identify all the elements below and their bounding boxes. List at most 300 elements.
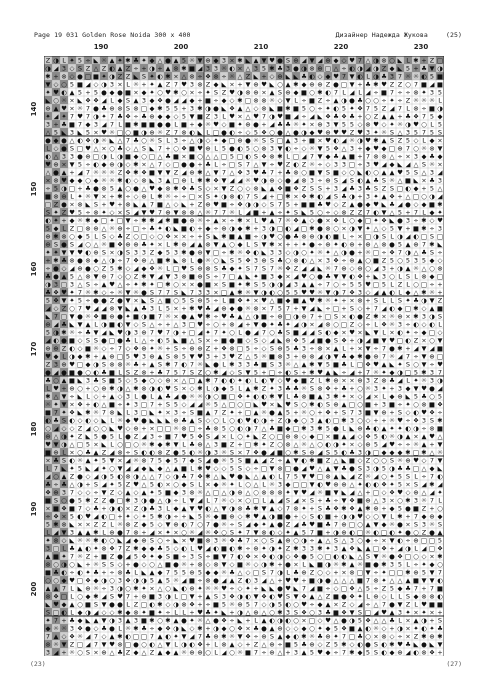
stitch-symbol: L (406, 104, 410, 113)
stitch-symbol: ⊗ (261, 528, 267, 537)
stitch-symbol: ♣ (285, 120, 291, 129)
stitch-symbol: ◣ (45, 96, 51, 105)
stitch-symbol: ◣ (365, 328, 371, 337)
stitch-symbol: 3 (381, 272, 387, 281)
stitch-symbol: ♥ (149, 184, 155, 193)
stitch-symbol: ▲ (61, 376, 67, 385)
stitch-symbol: ■ (244, 232, 252, 241)
stitch-symbol: ◆ (77, 616, 83, 625)
stitch-symbol: △ (213, 504, 219, 513)
stitch-symbol: × (357, 328, 363, 337)
stitch-symbol: ■ (292, 296, 300, 305)
stitch-symbol: ◢ (301, 328, 307, 337)
stitch-symbol: ♥ (309, 520, 315, 529)
stitch-symbol: △ (101, 224, 107, 233)
stitch-symbol: △ (437, 184, 443, 193)
stitch-symbol: ● (325, 336, 331, 345)
stitch-symbol: L (174, 592, 178, 601)
stitch-symbol: ÷ (317, 280, 323, 289)
stitch-symbol: ◇ (117, 560, 123, 569)
stitch-symbol: ◣ (341, 488, 347, 497)
stitch-symbol: ▼ (293, 488, 299, 497)
stitch-symbol: ○ (317, 208, 323, 217)
stitch-symbol: L (110, 520, 114, 529)
stitch-symbol: ÷ (365, 320, 371, 329)
stitch-symbol: L (302, 560, 306, 569)
stitch-symbol: ⊕ (301, 352, 307, 361)
stitch-symbol: ♣ (413, 296, 419, 305)
stitch-symbol: S (277, 88, 283, 97)
stitch-symbol: 3 (325, 120, 331, 129)
stitch-symbol: ○ (205, 368, 211, 377)
stitch-symbol: ◇ (301, 144, 307, 153)
stitch-symbol: + (181, 304, 187, 313)
stitch-symbol: ▲ (85, 320, 91, 329)
stitch-symbol: ◆ (421, 200, 427, 209)
stitch-symbol: ◑ (357, 136, 363, 145)
stitch-symbol: ⊗ (189, 208, 195, 217)
stitch-symbol: ✦ (149, 72, 155, 81)
stitch-symbol: ✦ (269, 320, 275, 329)
stitch-symbol: ✱ (85, 496, 91, 505)
stitch-symbol: + (189, 608, 195, 617)
stitch-symbol: □ (388, 568, 396, 577)
stitch-symbol: ■ (140, 120, 148, 129)
stitch-symbol: + (365, 272, 371, 281)
stitch-symbol: ÷ (325, 96, 331, 105)
stitch-symbol: S (93, 600, 99, 609)
stitch-symbol: 3 (61, 152, 67, 161)
stitch-symbol: ☼ (373, 624, 379, 633)
stitch-symbol: 3 (429, 368, 435, 377)
stitch-symbol: ❖ (165, 232, 171, 241)
stitch-symbol: ○ (269, 432, 275, 441)
stitch-symbol: ◆ (437, 512, 443, 521)
stitch-symbol: 5 (181, 112, 187, 121)
stitch-symbol: ◢ (349, 432, 355, 441)
stitch-symbol: ◑ (269, 544, 275, 553)
stitch-symbol: ◢ (413, 344, 419, 353)
stitch-symbol: ⊗ (325, 320, 331, 329)
stitch-symbol: S (413, 480, 419, 489)
stitch-symbol: ▲ (157, 576, 163, 585)
stitch-symbol: ♥ (213, 200, 219, 209)
stitch-symbol: ◑ (61, 184, 67, 193)
stitch-symbol: 5 (413, 368, 419, 377)
stitch-symbol: ○ (197, 152, 203, 161)
page-header (34, 30, 462, 40)
stitch-symbol: ✦ (421, 88, 427, 97)
stitch-symbol: 3 (413, 256, 419, 265)
stitch-symbol: ◐ (45, 216, 51, 225)
stitch-symbol: ☼ (261, 352, 267, 361)
stitch-symbol: S (45, 608, 51, 617)
stitch-symbol: ◆ (397, 584, 403, 593)
stitch-symbol: L (62, 352, 66, 361)
stitch-symbol: ◆ (77, 176, 83, 185)
stitch-symbol: ◑ (341, 248, 347, 257)
stitch-symbol: □ (372, 544, 380, 553)
stitch-symbol: ÷ (45, 264, 51, 273)
stitch-symbol: ● (69, 496, 75, 505)
stitch-symbol: ☼ (269, 96, 275, 105)
stitch-symbol: ◢ (381, 160, 387, 169)
stitch-symbol: ◑ (317, 232, 323, 241)
stitch-symbol: ♥ (229, 352, 235, 361)
stitch-symbol: ♥ (373, 144, 379, 153)
stitch-symbol: ◑ (93, 136, 99, 145)
stitch-symbol: ◆ (325, 72, 331, 81)
stitch-symbol: 3 (69, 280, 75, 289)
stitch-symbol: ◆ (309, 432, 315, 441)
stitch-symbol: ◐ (341, 552, 347, 561)
stitch-symbol: ▼ (61, 296, 67, 305)
stitch-symbol: Z (325, 456, 331, 465)
stitch-symbol: ✦ (205, 88, 211, 97)
stitch-symbol: L (166, 504, 170, 513)
stitch-symbol: ◐ (237, 552, 243, 561)
stitch-symbol: S (437, 616, 443, 625)
stitch-symbol: ■ (156, 256, 164, 265)
stitch-symbol: + (293, 200, 299, 209)
stitch-symbol: ◇ (93, 624, 99, 633)
stitch-symbol: ♥ (285, 400, 291, 409)
stitch-symbol: ■ (300, 200, 308, 209)
stitch-symbol: Z (325, 80, 331, 89)
stitch-symbol: 3 (365, 376, 371, 385)
stitch-symbol: ◢ (101, 120, 107, 129)
stitch-symbol: ♥ (109, 640, 115, 649)
stitch-symbol: ◑ (373, 72, 379, 81)
stitch-symbol: ◢ (349, 488, 355, 497)
stitch-symbol: S (141, 144, 147, 153)
stitch-symbol: ◢ (309, 336, 315, 345)
stitch-symbol: ✱ (245, 280, 251, 289)
stitch-symbol: 7 (325, 280, 331, 289)
stitch-symbol: ▼ (261, 240, 267, 249)
stitch-symbol: ☼ (421, 496, 427, 505)
stitch-symbol: ■ (324, 512, 332, 521)
stitch-symbol: ✦ (213, 608, 219, 617)
stitch-symbol: ◣ (85, 616, 91, 625)
stitch-symbol: ☼ (61, 96, 67, 105)
stitch-symbol: × (389, 496, 395, 505)
stitch-symbol: 3 (349, 144, 355, 153)
stitch-symbol: ◣ (397, 56, 403, 65)
stitch-symbol: 5 (149, 520, 155, 529)
stitch-symbol: Z (85, 64, 91, 73)
stitch-symbol: ○ (301, 168, 307, 177)
stitch-symbol: ◐ (213, 544, 219, 553)
stitch-symbol: ✦ (149, 88, 155, 97)
stitch-symbol: ✦ (229, 480, 235, 489)
stitch-symbol: ♥ (373, 160, 379, 169)
stitch-symbol: ♣ (293, 568, 299, 577)
stitch-symbol: ⊕ (229, 512, 235, 521)
stitch-symbol: ● (357, 200, 363, 209)
stitch-symbol: ◣ (173, 224, 179, 233)
stitch-symbol: ◐ (221, 376, 227, 385)
stitch-symbol: 3 (117, 616, 123, 625)
stitch-symbol: ❖ (85, 136, 91, 145)
stitch-symbol: ■ (244, 648, 252, 656)
stitch-symbol: ▼ (173, 440, 179, 449)
stitch-symbol: ◐ (245, 592, 251, 601)
stitch-symbol: ◐ (285, 224, 291, 233)
stitch-symbol: ◐ (157, 384, 163, 393)
stitch-symbol: □ (412, 448, 420, 457)
stitch-symbol: 5 (109, 264, 115, 273)
stitch-symbol: ○ (293, 600, 299, 609)
stitch-symbol: ● (117, 600, 123, 609)
stitch-symbol: ♣ (325, 272, 331, 281)
stitch-symbol: ◆ (85, 592, 91, 601)
stitch-symbol: 5 (221, 424, 227, 433)
stitch-symbol: S (261, 264, 267, 273)
stitch-symbol: ☼ (373, 368, 379, 377)
stitch-symbol: △ (341, 536, 347, 545)
stitch-symbol: □ (404, 304, 412, 313)
stitch-symbol: S (373, 640, 379, 649)
stitch-symbol: ▲ (269, 624, 275, 633)
stitch-symbol: ÷ (197, 72, 203, 81)
stitch-symbol: L (150, 392, 154, 401)
stitch-symbol: ✱ (45, 392, 51, 401)
stitch-symbol: □ (404, 368, 412, 377)
stitch-symbol: S (389, 128, 395, 137)
stitch-symbol: + (149, 368, 155, 377)
stitch-symbol: □ (356, 360, 364, 369)
stitch-symbol: ♥ (69, 208, 75, 217)
stitch-symbol: ◑ (141, 128, 147, 137)
stitch-symbol: ✱ (437, 552, 443, 561)
stitch-symbol: + (165, 320, 171, 329)
stitch-symbol: □ (236, 152, 244, 161)
stitch-symbol: ◆ (157, 568, 163, 577)
stitch-symbol: ✱ (205, 312, 211, 321)
stitch-symbol: ♣ (157, 544, 163, 553)
stitch-symbol: ◑ (229, 488, 235, 497)
stitch-symbol: 5 (301, 528, 307, 537)
stitch-symbol: ♣ (45, 288, 51, 297)
stitch-symbol: ❖ (109, 544, 115, 553)
stitch-symbol: ⊗ (101, 544, 107, 553)
stitch-symbol: ⊕ (293, 56, 299, 65)
stitch-symbol: ÷ (197, 576, 203, 585)
stitch-symbol: ○ (69, 304, 75, 313)
stitch-symbol: ♥ (373, 360, 379, 369)
stitch-symbol: ✱ (133, 584, 139, 593)
stitch-symbol: L (70, 192, 74, 201)
stitch-symbol: ⊕ (117, 224, 123, 233)
stitch-symbol: Z (421, 504, 427, 513)
stitch-symbol: ♥ (357, 128, 363, 137)
stitch-symbol: 3 (357, 184, 363, 193)
stitch-symbol: ■ (148, 168, 156, 177)
stitch-symbol: ◐ (285, 616, 291, 625)
stitch-symbol: ◢ (309, 304, 315, 313)
stitch-symbol: ● (317, 216, 323, 225)
stitch-symbol: ◇ (333, 200, 339, 209)
stitch-symbol: L (406, 376, 410, 385)
stitch-symbol: ▲ (277, 632, 283, 641)
stitch-symbol: 3 (285, 352, 291, 361)
stitch-symbol: S (93, 200, 99, 209)
stitch-symbol: ❖ (341, 624, 347, 633)
stitch-symbol: ◑ (301, 128, 307, 137)
stitch-symbol: ⊗ (285, 440, 291, 449)
stitch-symbol: ÷ (85, 208, 91, 217)
stitch-symbol: 5 (397, 472, 403, 481)
stitch-symbol: 5 (413, 128, 419, 137)
stitch-symbol: 7 (405, 144, 411, 153)
stitch-symbol: 5 (349, 280, 355, 289)
stitch-symbol: 7 (253, 648, 259, 656)
stitch-symbol: □ (116, 216, 124, 225)
stitch-symbol: ✱ (421, 632, 427, 641)
stitch-symbol: ❖ (365, 616, 371, 625)
stitch-symbol: ✱ (181, 248, 187, 257)
stitch-symbol: 5 (93, 432, 99, 441)
stitch-symbol: ○ (173, 480, 179, 489)
stitch-symbol: ⊗ (421, 592, 427, 601)
stitch-symbol: ◢ (53, 528, 59, 537)
stitch-symbol: ▲ (309, 280, 315, 289)
stitch-symbol: ☼ (85, 288, 91, 297)
stitch-symbol: 5 (149, 576, 155, 585)
stitch-symbol: 7 (413, 80, 419, 89)
stitch-symbol: ◢ (197, 496, 203, 505)
stitch-symbol: ◆ (45, 624, 51, 633)
stitch-symbol: ☼ (365, 248, 371, 257)
stitch-symbol: ☼ (365, 384, 371, 393)
stitch-symbol: ☼ (69, 328, 75, 337)
stitch-symbol: L (278, 472, 282, 481)
stitch-symbol: ♣ (405, 112, 411, 121)
stitch-symbol: ⊗ (269, 488, 275, 497)
stitch-symbol: ♥ (389, 336, 395, 345)
stitch-symbol: ◑ (349, 616, 355, 625)
stitch-symbol: ☼ (125, 360, 131, 369)
stitch-symbol: △ (141, 184, 147, 193)
stitch-symbol: ○ (397, 496, 403, 505)
stitch-symbol: ◆ (301, 624, 307, 633)
stitch-symbol: △ (269, 576, 275, 585)
stitch-symbol: ◐ (357, 176, 363, 185)
stitch-symbol: ✦ (85, 568, 91, 577)
stitch-symbol: + (117, 200, 123, 209)
stitch-symbol: ⊗ (261, 488, 267, 497)
stitch-symbol: Z (69, 640, 75, 649)
stitch-symbol: S (109, 560, 115, 569)
stitch-symbol: ♣ (325, 496, 331, 505)
stitch-symbol: ÷ (309, 344, 315, 353)
stitch-symbol: × (285, 272, 291, 281)
stitch-symbol: ☼ (213, 584, 219, 593)
stitch-symbol: 5 (77, 160, 83, 169)
stitch-symbol: ▼ (213, 240, 219, 249)
stitch-symbol: S (245, 264, 251, 273)
stitch-symbol: ⊕ (205, 144, 211, 153)
stitch-symbol: ○ (101, 424, 107, 433)
stitch-symbol: △ (157, 584, 163, 593)
stitch-symbol: L (182, 496, 186, 505)
stitch-symbol: ◣ (133, 72, 139, 81)
stitch-symbol: × (229, 56, 235, 65)
stitch-symbol: ✱ (157, 104, 163, 113)
stitch-symbol: ♥ (397, 488, 403, 497)
stitch-symbol: + (317, 496, 323, 505)
stitch-symbol: Z (413, 632, 419, 641)
stitch-symbol: S (293, 368, 299, 377)
stitch-symbol: ▼ (69, 160, 75, 169)
stitch-symbol: ■ (316, 336, 324, 345)
stitch-symbol: ✦ (237, 120, 243, 129)
stitch-symbol: ⊗ (221, 640, 227, 649)
stitch-symbol: ■ (332, 232, 340, 241)
stitch-symbol: ☼ (205, 512, 211, 521)
stitch-symbol: 7 (261, 112, 267, 121)
stitch-symbol: ⊕ (101, 272, 107, 281)
stitch-symbol: ÷ (213, 272, 219, 281)
stitch-symbol: ▼ (301, 472, 307, 481)
stitch-symbol: ◐ (53, 336, 59, 345)
stitch-symbol: ○ (309, 608, 315, 617)
stitch-symbol: ◆ (309, 128, 315, 137)
stitch-symbol: ❖ (141, 168, 147, 177)
stitch-symbol: ÷ (381, 248, 387, 257)
stitch-symbol: ▼ (437, 456, 443, 465)
stitch-symbol: ▲ (333, 344, 339, 353)
stitch-symbol: ◆ (429, 208, 435, 217)
stitch-symbol: 3 (213, 112, 219, 121)
stitch-symbol: ◆ (77, 352, 83, 361)
stitch-symbol: × (325, 432, 331, 441)
stitch-symbol: ◇ (357, 392, 363, 401)
stitch-symbol: ▲ (269, 520, 275, 529)
stitch-symbol: 5 (381, 280, 387, 289)
stitch-symbol: ◑ (117, 384, 123, 393)
stitch-symbol: ÷ (93, 488, 99, 497)
stitch-symbol: + (245, 616, 251, 625)
stitch-symbol: L (422, 136, 426, 145)
stitch-symbol: 7 (189, 472, 195, 481)
stitch-symbol: ◢ (197, 400, 203, 409)
stitch-symbol: ⊕ (141, 592, 147, 601)
stitch-symbol: ◣ (181, 288, 187, 297)
stitch-symbol: ◐ (261, 392, 267, 401)
stitch-symbol: 5 (253, 128, 259, 137)
stitch-symbol: ○ (277, 440, 283, 449)
stitch-symbol: ◇ (341, 56, 347, 65)
stitch-symbol: ◐ (437, 472, 443, 481)
stitch-symbol: ■ (292, 328, 300, 337)
stitch-symbol: ● (117, 528, 123, 537)
stitch-symbol: ♥ (277, 112, 283, 121)
stitch-symbol: Z (365, 312, 371, 321)
stitch-symbol: S (125, 248, 131, 257)
stitch-symbol: ✱ (53, 520, 59, 529)
stitch-symbol: ◐ (293, 160, 299, 169)
stitch-symbol: + (53, 120, 59, 129)
stitch-symbol: ◢ (157, 216, 163, 225)
stitch-symbol: ▲ (333, 472, 339, 481)
stitch-symbol: ◇ (85, 472, 91, 481)
stitch-symbol: ⊗ (277, 352, 283, 361)
stitch-symbol: S (333, 192, 339, 201)
stitch-symbol: 7 (85, 168, 91, 177)
stitch-symbol: + (133, 592, 139, 601)
